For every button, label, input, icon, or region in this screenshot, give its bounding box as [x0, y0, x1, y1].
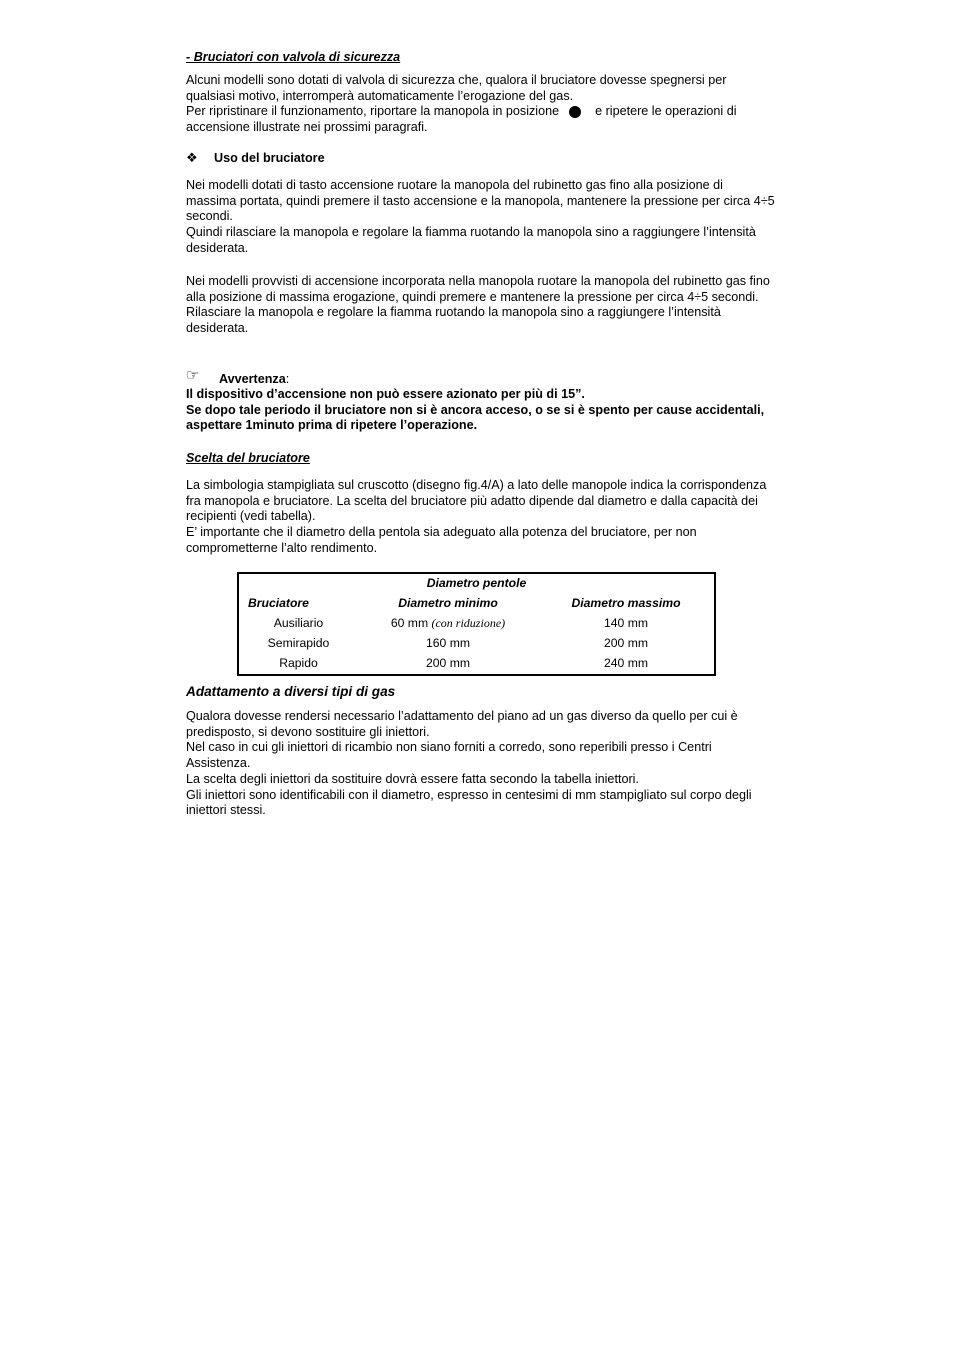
- header-min-diameter: Diametro minimo: [398, 596, 498, 611]
- burner-choice-heading: Scelta del bruciatore: [186, 451, 310, 465]
- pot-diameter-table: [237, 572, 716, 676]
- table-row: [238, 634, 715, 654]
- burner-use-text-1: Nei modelli dotati di tasto accensione ruotare la manopola del rubinetto gas fino alla posizione di massima portata, quindi premere il tasto accensione e la manopola, mantenere la pressione per circa 4÷5 secondi.: [186, 178, 775, 224]
- safety-valve-text: Alcuni modelli sono dotati di valvola di sicurezza che, qualora il bruciatore dovesse spegnersi per qualsiasi motivo, interromperà automaticamente l’erogazione del gas.: [186, 73, 727, 103]
- min-diameter-note: (con riduzione): [431, 616, 506, 631]
- gas-adaptation-text-3: La scelta degli iniettori da sostituire dovrà essere fatta secondo la tabella iniettori.: [186, 771, 639, 786]
- safety-valve-paragraph: [186, 73, 776, 136]
- burner-choice-paragraph: [186, 478, 776, 557]
- burner-use-heading: Uso del bruciatore: [214, 151, 325, 165]
- table-row: [238, 654, 715, 675]
- gas-adaptation-text-4: Gli iniettori sono identificabili con il diametro, espresso in centesimi di mm stampigliato sul corpo degli iniettori stessi.: [186, 787, 752, 818]
- warning-colon: :: [285, 372, 290, 386]
- gas-adaptation-text-1: Qualora dovesse rendersi necessario l’adattamento del piano ad un gas diverso da quello per cui è predisposto, si devono sostituire gli iniettori.: [186, 709, 738, 739]
- burner-use-text-4: Rilasciare la manopola e regolare la fiamma ruotando la manopola sino a raggiungere l’intensità desiderata.: [186, 305, 721, 336]
- burner-name: Semirapido: [267, 636, 330, 651]
- table-row: [238, 614, 715, 634]
- max-diameter: 240 mm: [603, 656, 649, 671]
- warning-line-2: Se dopo tale periodo il bruciatore non si è ancora acceso, o se si è spento per cause accidentali, aspettare 1minuto prima di ripetere l’operazione.: [186, 402, 765, 433]
- burner-use-paragraph-2: [186, 274, 776, 337]
- table-caption: Diametro pentole: [426, 576, 527, 591]
- gas-adaptation-paragraph: [186, 709, 776, 819]
- min-diameter-value: 60 mm: [390, 616, 429, 631]
- header-max-diameter: Diametro massimo: [571, 596, 681, 611]
- burner-use-text-3: Nei modelli provvisti di accensione incorporata nella manopola ruotare la manopola del rubinetto gas fino alla posizione di massima erogazione, quindi premere e mantenere la pressione per circa 4÷5 secondi.: [186, 274, 770, 304]
- warning-line-1: Il dispositivo d’accensione non può essere azionato per più di 15”.: [186, 387, 585, 401]
- min-diameter: 200 mm: [425, 656, 471, 671]
- filled-circle-position-icon: [569, 106, 581, 118]
- min-diameter: 160 mm: [425, 636, 471, 651]
- gas-adaptation-heading: Adattamento a diversi tipi di gas: [186, 684, 396, 699]
- reset-text-after: e ripetere le operazioni di accensione illustrate nei prossimi paragrafi.: [186, 104, 737, 135]
- pointing-hand-icon: ☞: [186, 367, 200, 384]
- warning-title: Avvertenza: [219, 372, 286, 386]
- safety-valve-heading: - Bruciatori con valvola di sicurezza: [186, 50, 401, 64]
- max-diameter: 140 mm: [603, 616, 649, 631]
- header-burner: Bruciatore: [248, 596, 309, 611]
- diamond-bullet-icon: ❖: [186, 150, 198, 165]
- min-diameter: [358, 614, 538, 634]
- burner-choice-text-2: E’ importante che il diametro della pentola sia adeguato alla potenza del bruciatore, per non comprometterne l’alto rendimento.: [186, 525, 697, 555]
- warning-heading: [219, 372, 719, 388]
- burner-use-text-2: Quindi rilasciare la manopola e regolare la fiamma ruotando la manopola sino a raggiungere l’intensità desiderata.: [186, 225, 756, 255]
- burner-use-paragraph-1: [186, 178, 776, 257]
- gas-adaptation-text-2: Nel caso in cui gli iniettori di ricambio non siano forniti a corredo, sono reperibili presso i Centri Assistenza.: [186, 740, 712, 771]
- warning-text: [186, 387, 776, 434]
- burner-name: Ausiliario: [273, 616, 324, 631]
- burner-choice-text-1: La simbologia stampigliata sul cruscotto (disegno fig.4/A) a lato delle manopole indica la corrispondenza fra manopola e bruciatore. La scelta del bruciatore più adatto dipende dal diametro e dalla capacità dei recipienti (vedi tabella).: [186, 478, 767, 524]
- burner-name: Rapido: [279, 656, 318, 671]
- reset-text-before: Per ripristinare il funzionamento, riportare la manopola in posizione: [186, 104, 560, 119]
- max-diameter: 200 mm: [603, 636, 649, 651]
